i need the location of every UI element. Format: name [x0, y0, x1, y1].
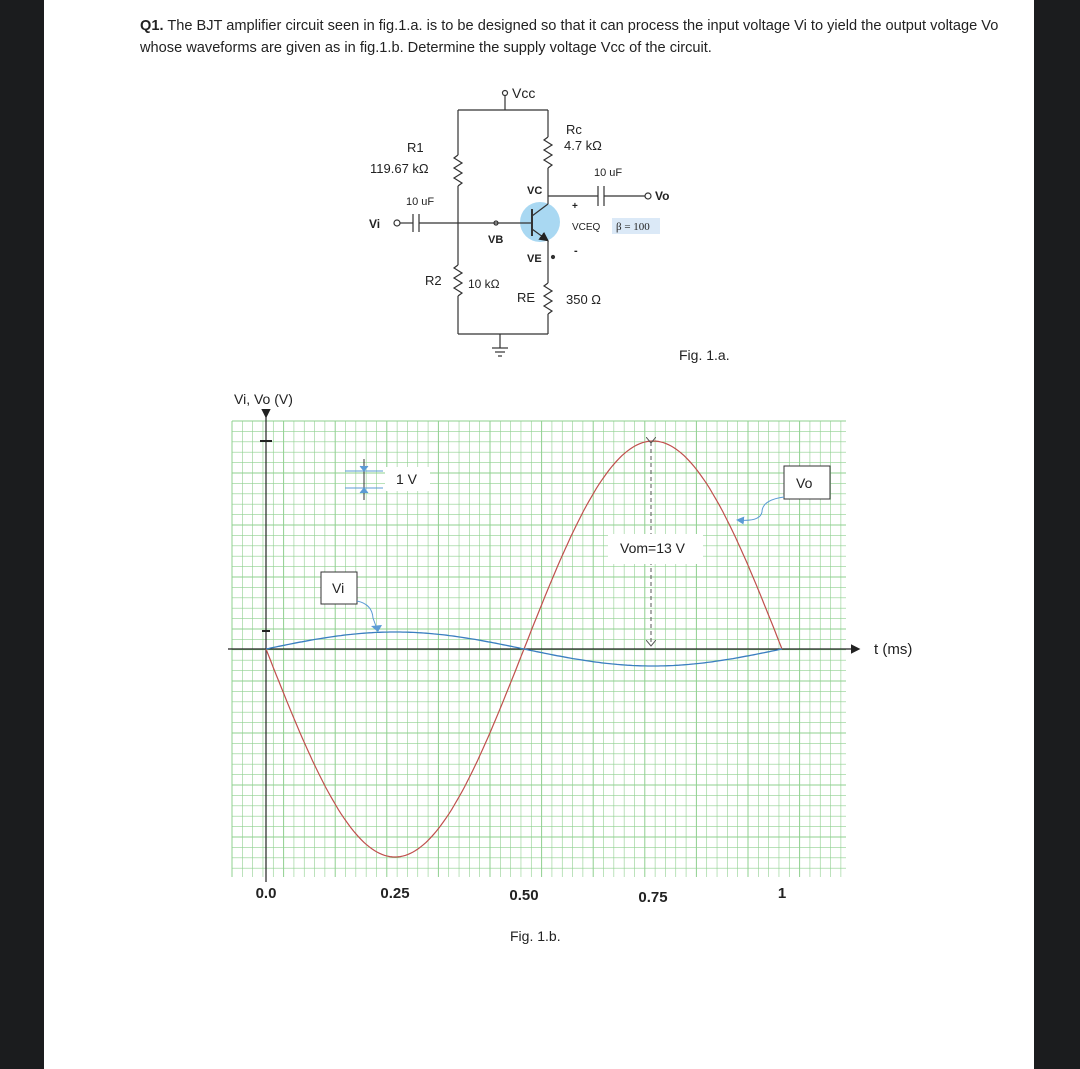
beta-label: β = 100 — [616, 221, 650, 233]
vcc-label: Vcc — [512, 85, 536, 101]
vb-label: VB — [488, 234, 504, 246]
re-value: 350 Ω — [566, 292, 602, 307]
rc-value: 4.7 kΩ — [564, 138, 602, 153]
x-tick-label: 1 — [777, 885, 787, 902]
x-tick-label: 0.50 — [509, 887, 539, 904]
r1-label: R1 — [407, 140, 424, 155]
vi-terminal — [394, 220, 400, 226]
r2-label: R2 — [425, 273, 442, 288]
vcc-terminal — [503, 91, 508, 96]
waveform-chart — [228, 391, 912, 944]
vceq-label: VCEQ — [572, 222, 601, 233]
vi-terminal-label: Vi — [369, 217, 381, 231]
r2-value: 10 kΩ — [468, 277, 500, 291]
vi-label: Vi — [332, 580, 345, 596]
re-resistor — [544, 283, 552, 314]
y-axis-label: Vi, Vo (V) — [234, 391, 293, 407]
vceq-minus: - — [574, 245, 578, 257]
vc-label: VC — [527, 185, 543, 197]
transistor-body — [520, 202, 560, 242]
ve-label: VE — [527, 253, 542, 265]
rc-label: Rc — [566, 122, 582, 137]
scale-label: 1 V — [396, 471, 418, 487]
x-axis-label: t (ms) — [874, 641, 913, 658]
x-tick-label: 0.75 — [638, 889, 668, 906]
question-number: Q1. — [140, 18, 164, 34]
rc-resistor — [544, 137, 552, 168]
vo-label: Vo — [796, 475, 813, 491]
x-tick-label: 0.25 — [380, 885, 410, 902]
output-cap-value: 10 uF — [594, 167, 623, 179]
fig-1a-caption: Fig. 1.a. — [679, 347, 730, 363]
question-body: The BJT amplifier circuit seen in fig.1.a. is to be designed so that it can process the input voltage Vi to yield the output voltage Vo whose waveforms are given as in fig.1.b. Determine the supply voltage Vcc of the circuit. — [140, 18, 999, 56]
r2-resistor — [454, 265, 462, 296]
vo-terminal-label: Vo — [655, 189, 670, 203]
re-label: RE — [517, 290, 536, 305]
fig-1b-caption: Fig. 1.b. — [510, 928, 561, 944]
x-tick-label: 0.0 — [255, 885, 277, 902]
r1-value: 119.67 kΩ — [370, 161, 429, 176]
x-tick-labels — [256, 885, 787, 906]
input-cap-value: 10 uF — [406, 196, 435, 208]
r1-resistor — [454, 155, 462, 186]
vo-terminal — [645, 193, 651, 199]
vom-label: Vom=13 V — [620, 540, 685, 556]
vceq-plus: + — [572, 201, 578, 212]
